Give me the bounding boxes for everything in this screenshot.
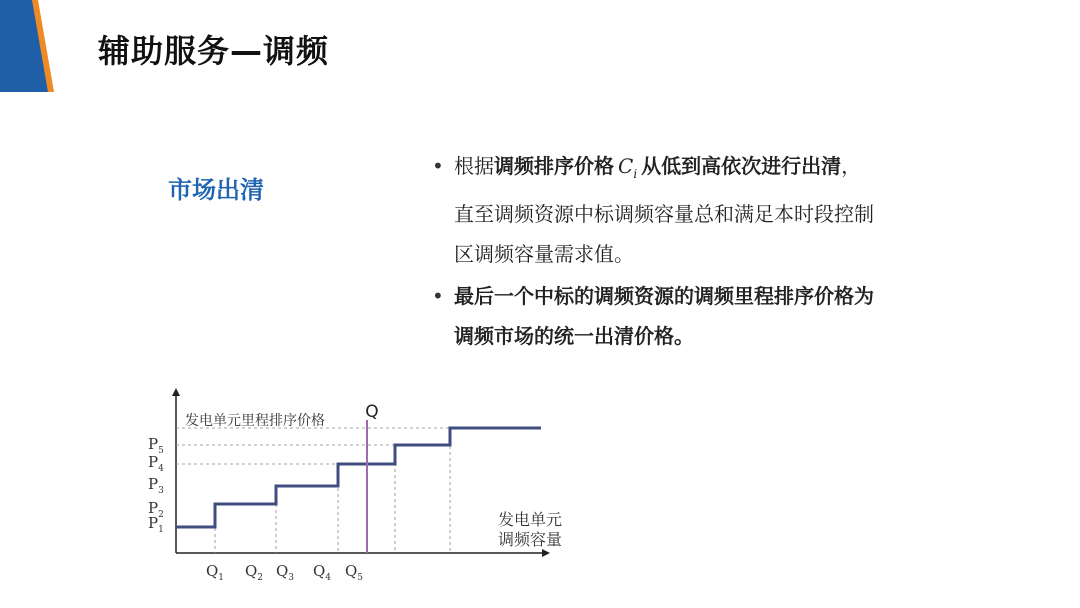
bullet-text-bold: 最后一个中标的调频资源的调频里程排序价格为调频市场的统一出清价格。 (454, 284, 874, 348)
y-axis-arrow (172, 388, 180, 396)
y-tick-label: $P_1$ (148, 514, 164, 535)
bullet-text: ，直至调频资源中标调频容量总和满足本时段控制区调频容量需求值。 (454, 154, 874, 266)
y-tick-label: $P_3$ (148, 475, 164, 496)
bullet-text: 根据 (454, 154, 494, 178)
bullet-text-bold: 从低到高依次进行出清 (641, 154, 842, 178)
x-tick-label: $Q_3$ (275, 562, 295, 583)
x-axis-arrow (542, 549, 550, 557)
x-axis-label: 发电单元 (497, 510, 563, 529)
y-tick-label: $P_5$ (148, 435, 164, 456)
bullet-text-bold: 调频排序价格 (494, 154, 614, 178)
y-tick-label: $P_4$ (148, 453, 164, 474)
bullet-dot: • (432, 284, 444, 308)
slide-title: 辅助服务—调频 (98, 32, 330, 70)
x-tick-label: $Q_4$ (312, 562, 332, 583)
x-axis-label: 调频容量 (497, 530, 563, 549)
bullet-dot: • (432, 154, 444, 178)
math-subscript: i (633, 167, 638, 181)
math-symbol: $C_i$ (618, 154, 638, 181)
y-tick-label: $P_2$ (148, 499, 164, 520)
supply-step-line (176, 428, 541, 527)
y-axis-label: 发电单元里程排序价格 (185, 413, 325, 429)
demand-label: Q (365, 402, 379, 422)
x-tick-label: $Q_2$ (244, 562, 264, 583)
x-tick-label: $Q_1$ (205, 562, 225, 583)
section-label: 市场出清 (168, 176, 264, 204)
x-tick-label: $Q_5$ (344, 562, 364, 583)
